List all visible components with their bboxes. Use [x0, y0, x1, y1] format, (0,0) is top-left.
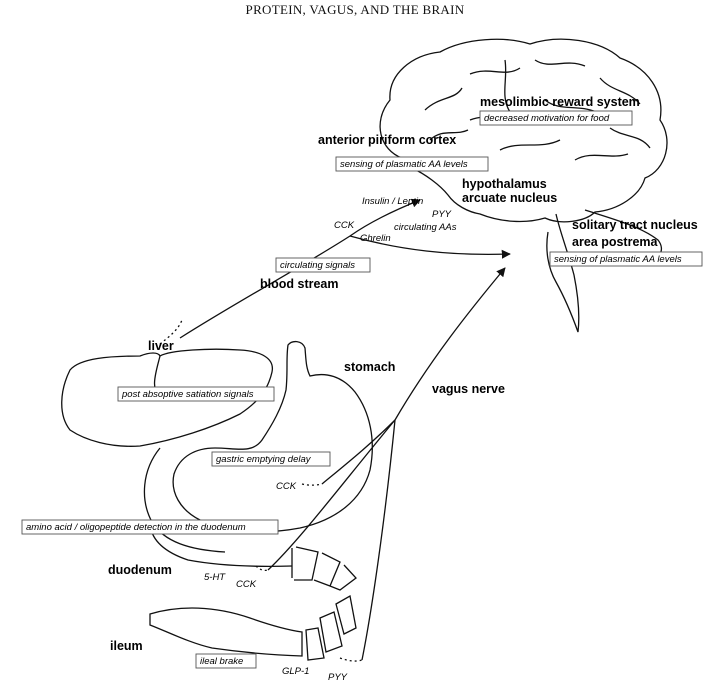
- ileal-brake-box: ileal brake: [200, 656, 244, 667]
- gastric-emptying-box: gastric emptying delay: [216, 454, 311, 465]
- pyy-blood-label: PYY: [432, 209, 452, 220]
- glp1-label: GLP-1: [282, 666, 310, 677]
- postrema-sensing-box: sensing of plasmatic AA levels: [554, 254, 682, 265]
- vagus-nerve-label: vagus nerve: [432, 382, 505, 396]
- pyy-ileum-label: PYY: [328, 672, 348, 683]
- cck-blood-label: CCK: [334, 220, 355, 231]
- piriform-sensing-box: sensing of plasmatic AA levels: [340, 159, 468, 170]
- postrema-label: area postrema: [572, 235, 658, 249]
- ileum-outline: [150, 596, 356, 660]
- vagus-nerve-arrow: [395, 268, 505, 420]
- ileum-label: ileum: [110, 639, 143, 653]
- blood-stream-label: blood stream: [260, 277, 339, 291]
- duodenum-label: duodenum: [108, 563, 172, 577]
- piriform-label: anterior piriform cortex: [318, 133, 457, 147]
- circulating-aas-label: circulating AAs: [394, 222, 457, 233]
- figure-header: PROTEIN, VAGUS, AND THE BRAIN: [245, 2, 465, 17]
- vagus-from-stomach: [322, 420, 395, 484]
- post-absorptive-box: post absoptive satiation signals: [122, 389, 254, 400]
- insulin-leptin-label: Insulin / Leptin: [362, 196, 424, 207]
- hypothalamus-label: hypothalamus: [462, 177, 547, 191]
- 5ht-label: 5-HT: [204, 572, 226, 583]
- cck-stomach-label: CCK: [276, 481, 297, 492]
- liver-label: liver: [148, 339, 174, 353]
- mesolimbic-label: mesolimbic reward system: [480, 95, 640, 109]
- vagus-from-duodenum: [268, 420, 395, 570]
- vagus-from-ileum: [362, 420, 395, 660]
- stomach-label: stomach: [344, 360, 396, 374]
- arcuate-label: arcuate nucleus: [462, 191, 558, 205]
- amino-acid-box: amino acid / oligopeptide detection in the duodenum: [26, 522, 246, 533]
- cck-duodenum-label: CCK: [236, 579, 257, 590]
- ghrelin-label: Ghrelin: [360, 233, 391, 244]
- motivation-box: decreased motivation for food: [484, 113, 610, 124]
- solitary-label: solitary tract nucleus: [572, 218, 698, 232]
- circulating-signals-box: circulating signals: [280, 260, 355, 271]
